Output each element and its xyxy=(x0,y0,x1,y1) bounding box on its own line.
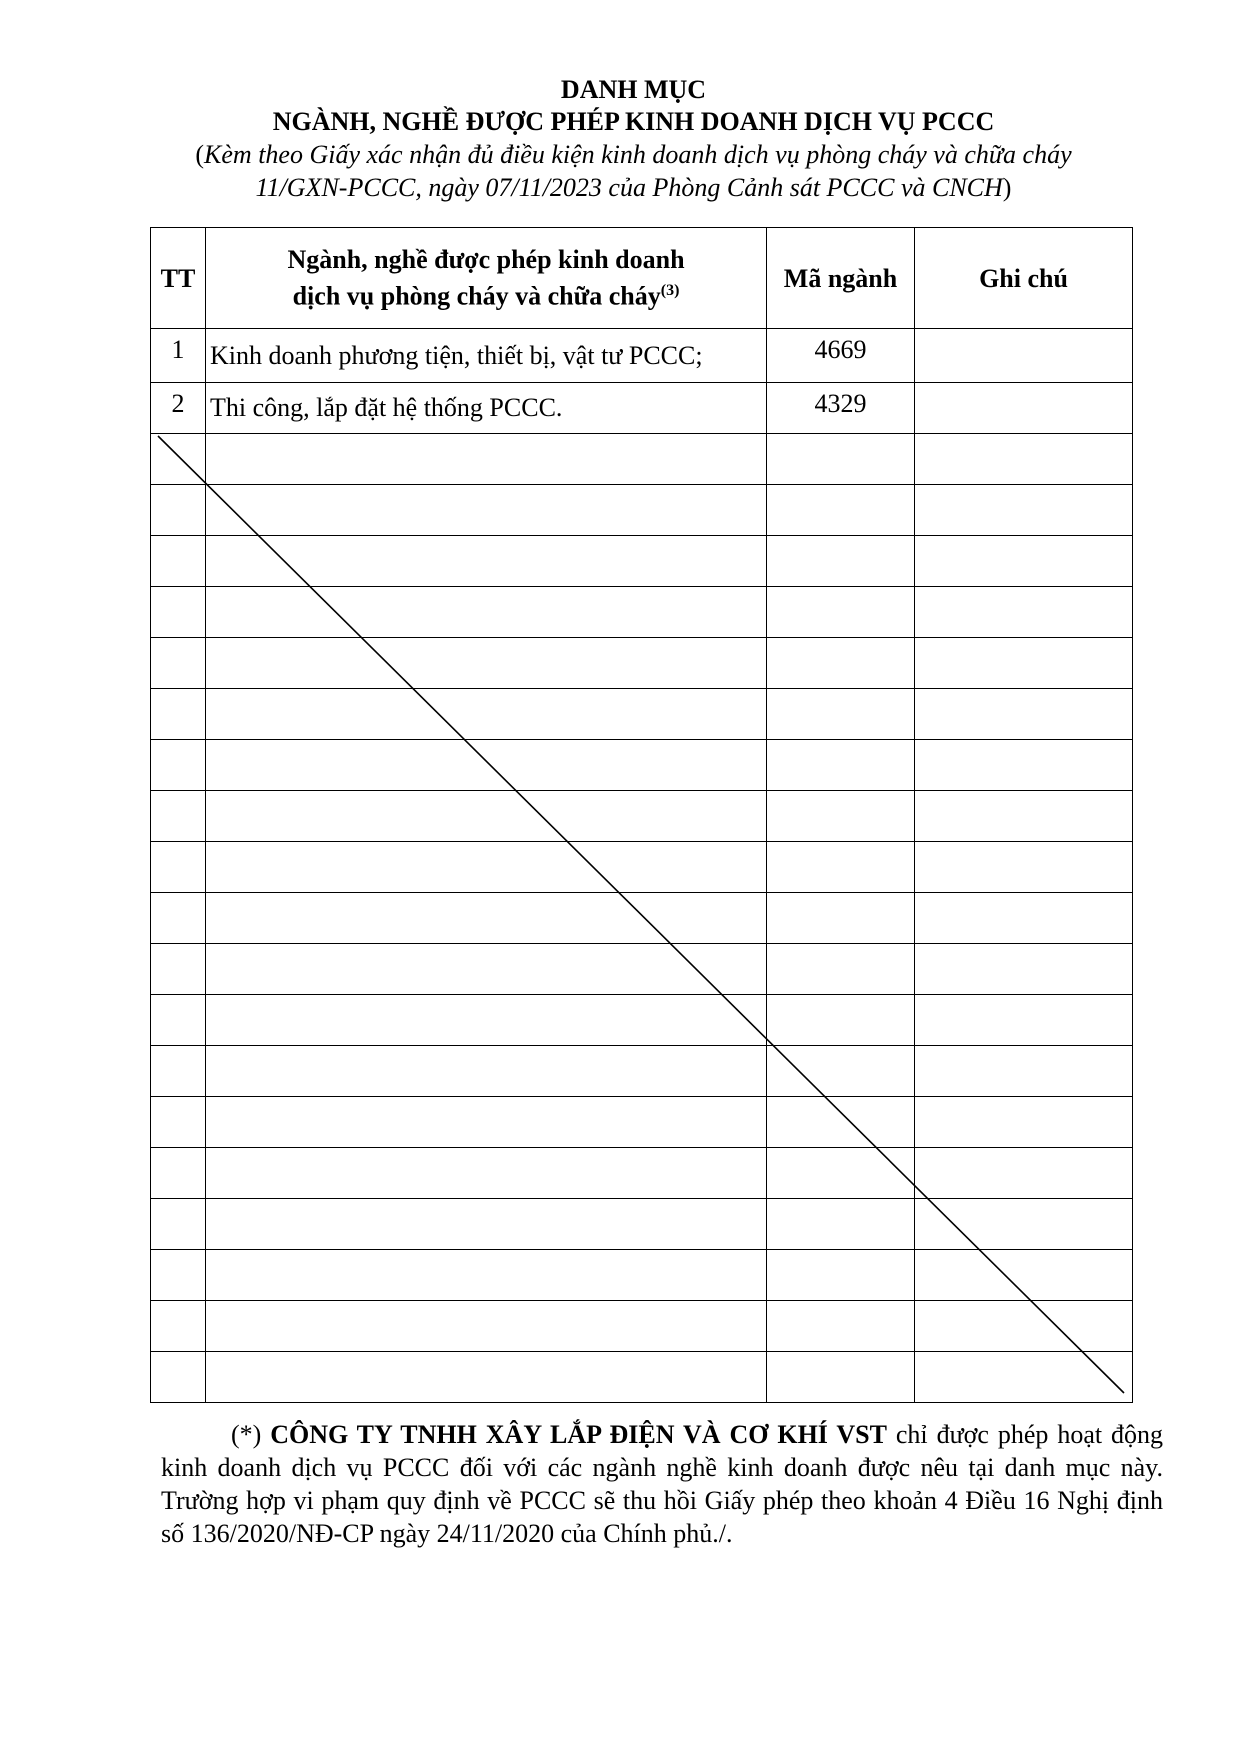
empty-row xyxy=(151,1301,1133,1352)
row-tt: 1 xyxy=(151,329,206,383)
row-ghi-chu xyxy=(915,329,1133,383)
subtitle-text-line1: Kèm theo Giấy xác nhận đủ điều kiện kinh doanh dịch vụ phòng cháy và chữa cháy xyxy=(204,140,1072,169)
row-nganh: Thi công, lắp đặt hệ thống PCCC. xyxy=(206,383,767,434)
document-title-line2: NGÀNH, NGHỀ ĐƯỢC PHÉP KINH DOANH DỊCH VỤ PCCC xyxy=(272,107,995,136)
header-ma-nganh: Mã ngành xyxy=(767,228,915,329)
header-nganh-line1: Ngành, nghề được phép kinh doanh xyxy=(287,245,685,275)
subtitle-close-paren: ) xyxy=(1002,173,1012,202)
empty-row xyxy=(151,434,1133,485)
header-ghi-chu: Ghi chú xyxy=(915,228,1133,329)
empty-row xyxy=(151,1148,1133,1199)
empty-row xyxy=(151,893,1133,944)
empty-row xyxy=(151,1046,1133,1097)
empty-row xyxy=(151,1352,1133,1403)
empty-row xyxy=(151,740,1133,791)
empty-row xyxy=(151,791,1133,842)
empty-row xyxy=(151,485,1133,536)
footnote-ref: (3) xyxy=(660,282,680,300)
subtitle-open-paren: ( xyxy=(195,140,205,169)
empty-row xyxy=(151,1250,1133,1301)
business-lines-table xyxy=(150,227,1133,1403)
empty-row xyxy=(151,689,1133,740)
empty-row xyxy=(151,842,1133,893)
empty-row xyxy=(151,1097,1133,1148)
empty-row xyxy=(151,587,1133,638)
footnote-paragraph xyxy=(161,1418,1163,1550)
empty-row xyxy=(151,1199,1133,1250)
table-header-row xyxy=(151,228,1133,329)
row-tt: 2 xyxy=(151,383,206,434)
empty-row xyxy=(151,944,1133,995)
header-nganh xyxy=(206,228,767,329)
note-prefix: (*) xyxy=(231,1420,271,1449)
document-subtitle-line2 xyxy=(26,171,1241,204)
company-name: CÔNG TY TNHH XÂY LẮP ĐIỆN VÀ CƠ KHÍ VST xyxy=(270,1420,887,1449)
note-body: chỉ được phép hoạt động kinh doanh dịch vụ PCCC đối với các ngành nghề kinh doanh được nêu tại danh mục này. Trường hợp vi phạm quy định về PCCC sẽ thu hồi Giấy phép theo khoản 4 Điều 16 Nghị định số 136/2020/NĐ-CP ngày 24/11/2020 của Chính phủ./. xyxy=(161,1420,1163,1548)
empty-row xyxy=(151,536,1133,587)
table-row xyxy=(151,383,1133,434)
row-ma-nganh: 4329 xyxy=(767,383,915,434)
document-header xyxy=(0,74,1241,204)
empty-row xyxy=(151,995,1133,1046)
document-subtitle-line1 xyxy=(26,138,1241,171)
header-tt: TT xyxy=(151,228,206,329)
header-nganh-line2: dịch vụ phòng cháy và chữa cháy xyxy=(292,281,661,311)
row-nganh: Kinh doanh phương tiện, thiết bị, vật tư PCCC; xyxy=(206,329,767,383)
row-ma-nganh: 4669 xyxy=(767,329,915,383)
row-ghi-chu xyxy=(915,383,1133,434)
empty-row xyxy=(151,638,1133,689)
document-title: DANH MỤC xyxy=(560,75,707,104)
table-row xyxy=(151,329,1133,383)
subtitle-text-line2: 11/GXN-PCCC, ngày 07/11/2023 của Phòng Cảnh sát PCCC và CNCH xyxy=(255,173,1003,202)
